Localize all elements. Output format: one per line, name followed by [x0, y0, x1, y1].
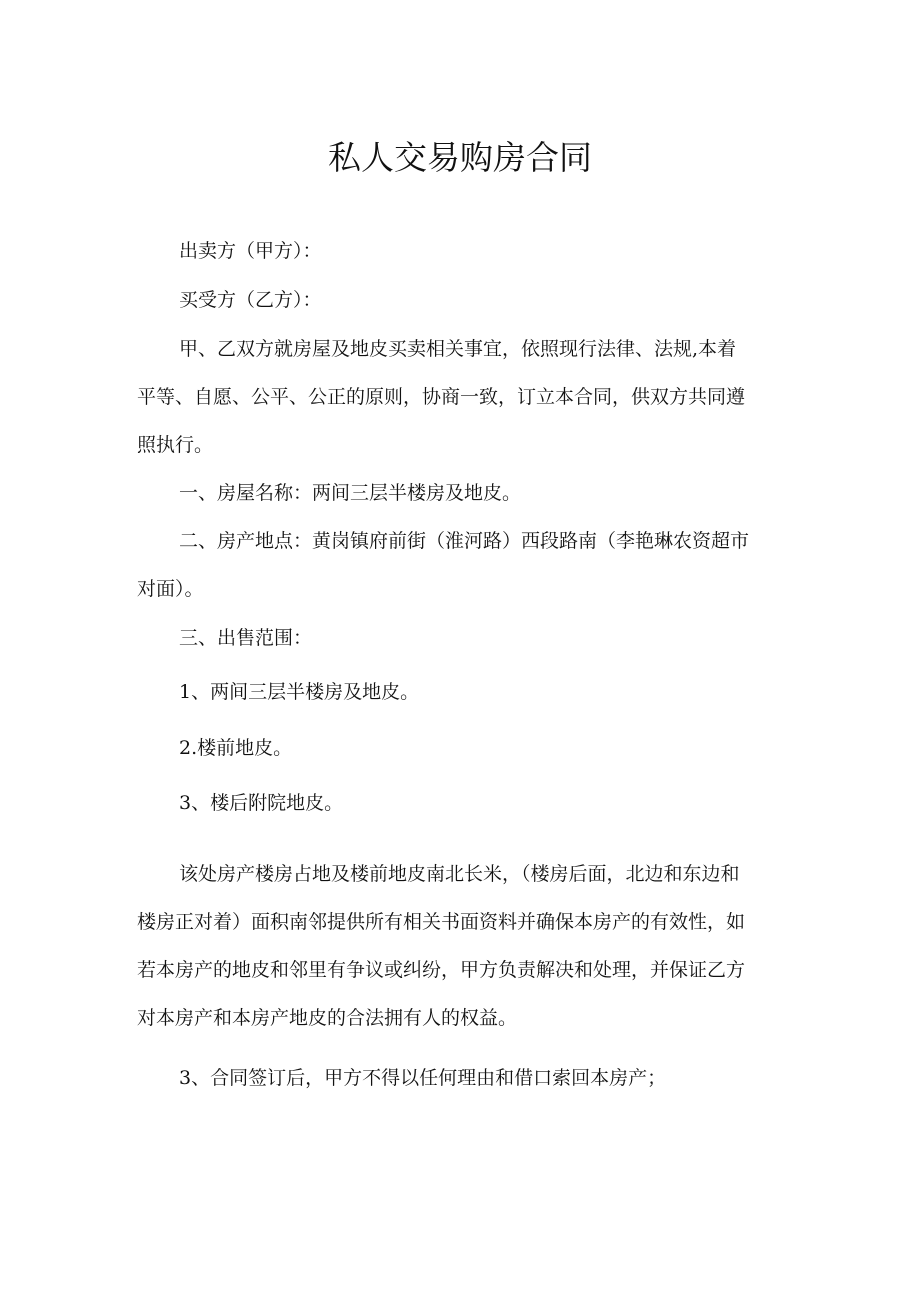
scope-item-2-text: 2.楼前地皮。: [179, 737, 293, 759]
property-description-line-4: 对本房产和本房产地皮的合法拥有人的权益。: [137, 1007, 518, 1029]
clause-no-reclaim: [137, 1054, 787, 1102]
scope-item-1: [137, 668, 787, 716]
clause-location-line-1: 二、房产地点：黄岗镇府前街（淮河路）西段路南（李艳琳农资超市: [179, 530, 750, 552]
intro-paragraph: [137, 325, 787, 469]
clause-no-reclaim-text: 3、合同签订后，甲方不得以任何理由和借口索回本房产；: [179, 1067, 667, 1089]
property-description: [137, 850, 787, 1042]
buyer-line: [137, 276, 787, 324]
scope-item-2: [137, 724, 787, 772]
property-description-line-1: 该处房产楼房占地及楼前地皮南北长米，（楼房后面，北边和东边和: [179, 863, 740, 885]
property-description-line-2: 楼房正对着）面积南邻提供所有相关书面资料并确保本房产的有效性，如: [137, 911, 746, 933]
clause-scope: [137, 614, 787, 662]
scope-item-1-text: 1、两间三层半楼房及地皮。: [179, 681, 420, 703]
clause-house-name: [137, 469, 787, 517]
scope-item-3: [137, 779, 787, 827]
buyer-text: 买受方（乙方）：: [179, 289, 322, 311]
intro-line-1: 甲、乙双方就房屋及地皮买卖相关事宜，依照现行法律、法规,本着: [179, 338, 737, 360]
clause-scope-text: 三、出售范围：: [179, 627, 313, 649]
scope-item-3-text: 3、楼后附院地皮。: [179, 792, 344, 814]
intro-line-2: 平等、自愿、公平、公正的原则，协商一致，订立本合同，供双方共同遵: [137, 386, 746, 408]
clause-location-line-2: 对面）。: [137, 578, 204, 600]
clause-location: [137, 517, 787, 613]
document-title: 私人交易购房合同: [328, 138, 592, 177]
intro-line-3: 照执行。: [137, 434, 214, 456]
seller-text: 出卖方（甲方）：: [179, 240, 322, 262]
property-description-line-3: 若本房产的地皮和邻里有争议或纠纷，甲方负责解决和处理，并保证乙方: [137, 959, 746, 981]
seller-line: [137, 227, 787, 275]
clause-house-name-text: 一、房屋名称：两间三层半楼房及地皮。: [179, 482, 522, 504]
